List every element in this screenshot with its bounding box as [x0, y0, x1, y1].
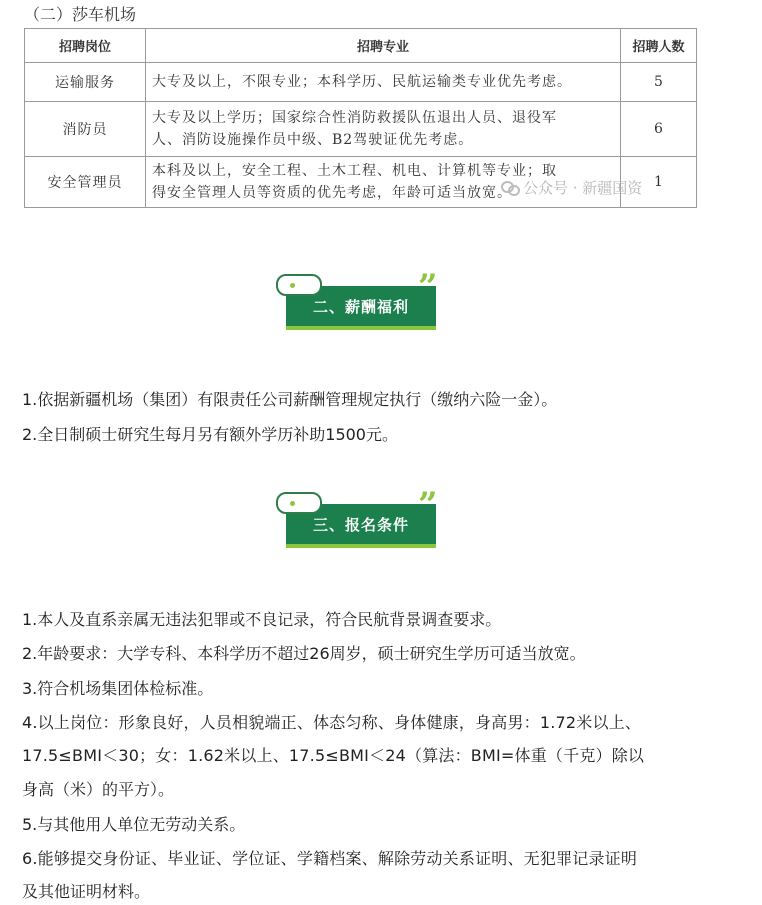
quote-mark-icon: ”	[418, 267, 438, 307]
salary-item: 2.全日制硕士研究生每月另有额外学历补助1500元。	[22, 425, 398, 444]
cell-position: 安全管理员	[25, 157, 146, 208]
watermark-text: 公众号 · 新疆国资	[523, 179, 643, 197]
condition-item: 5.与其他用人单位无劳动关系。	[22, 815, 246, 834]
cell-position: 运输服务	[25, 63, 146, 102]
salary-item: 1.依据新疆机场（集团）有限责任公司薪酬管理规定执行（缴纳六险一金）。	[22, 390, 558, 409]
header-major: 招聘专业	[146, 29, 621, 63]
section-badge-salary	[276, 267, 446, 334]
header-count: 招聘人数	[621, 29, 697, 63]
wechat-icon	[501, 180, 519, 196]
cell-count: 6	[621, 102, 697, 157]
cell-major	[146, 102, 621, 157]
badge-title: 二、薪酬福利	[312, 297, 409, 316]
condition-item-continued: 17.5≤BMI＜30；女：1.62米以上、17.5≤BMI＜24（算法：BMI=体重（千克）除以	[22, 746, 645, 765]
condition-item: 2.年龄要求：大学专科、本科学历不超过26周岁，硕士研究生学历可适当放宽。	[22, 644, 586, 663]
badge-title: 三、报名条件	[312, 515, 409, 534]
condition-item-continued: 身高（米）的平方）。	[22, 780, 175, 799]
condition-item: 1.本人及直系亲属无违法犯罪或不良记录，符合民航背景调查要求。	[22, 610, 502, 629]
condition-item-continued: 及其他证明材料。	[22, 882, 151, 901]
section-title: （二）莎车机场	[24, 5, 137, 24]
condition-item: 4.以上岗位：形象良好，人员相貌端正、体态匀称、身体健康，身高男：1.72米以上、	[22, 713, 642, 732]
section-badge-conditions	[276, 485, 446, 552]
cell-count: 1	[621, 157, 697, 208]
table-header-row	[25, 29, 697, 63]
condition-item: 3.符合机场集团体检标准。	[22, 679, 214, 698]
cell-position: 消防员	[25, 102, 146, 157]
table-row	[25, 63, 697, 102]
cell-major: 大专及以上，不限专业；本科学历、民航运输类专业优先考虑。	[146, 63, 621, 102]
condition-item: 6.能够提交身份证、毕业证、学位证、学籍档案、解除劳动关系证明、无犯罪记录证明	[22, 849, 638, 868]
cell-major-line: 大专及以上学历；国家综合性消防救援队伍退出人员、退役军	[152, 110, 557, 126]
cell-count: 5	[621, 63, 697, 102]
header-position: 招聘岗位	[25, 29, 146, 63]
cell-major-line: 人、消防设施操作员中级、B2驾驶证优先考虑。	[152, 132, 474, 148]
watermark	[501, 177, 642, 198]
cell-major-line: 得安全管理人员等资质的优先考虑，年龄可适当放宽。	[152, 185, 512, 201]
cell-major-line: 本科及以上，安全工程、土木工程、机电、计算机等专业；取	[152, 163, 557, 179]
table-row	[25, 102, 697, 157]
quote-mark-icon: ”	[418, 485, 438, 525]
